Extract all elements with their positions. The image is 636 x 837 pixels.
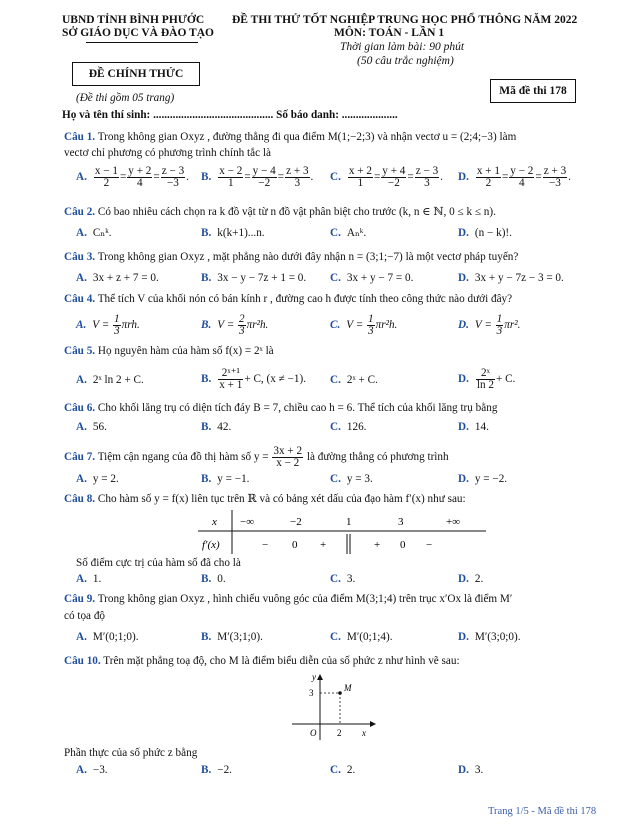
official-box: ĐỀ CHÍNH THỨC [72,62,200,86]
question-8: Câu 8. Cho hàm số y = f(x) liên tục trên ℝ và có bảng xét dấu của đạo hàm f′(x) như sau: [64,493,466,505]
point-label: M [344,683,352,693]
q1-option-a[interactable]: A. $\frac{x - 1}{2}$ = $\frac{y + 2}{4}$ = $\frac{z - 3}{-3}$ . [76,165,189,189]
q3-option-c[interactable]: C. 3x + y − 7 = 0. [330,272,414,284]
q10-option-c[interactable]: C. 2. [330,764,356,776]
dept-line-2: SỞ GIÁO DỤC VÀ ĐÀO TẠO [62,27,214,39]
page-footer: Trang 1/5 - Mã đề thi 178 [488,806,597,817]
candidate-info-line: Họ và tên thí sinh: ........................................... Số báo danh: .................... [62,109,398,121]
y-tick-label: 3 [309,688,314,698]
exam-subject: MÔN: TOÁN - LẦN 1 [334,27,445,39]
q4-option-a[interactable]: A. V = $\frac{1}{3}$ πrh. [76,313,140,337]
q6-option-c[interactable]: C. 126. [330,421,367,433]
q10-option-a[interactable]: A. −3. [76,764,108,776]
q2-option-a[interactable]: A. Cₙᵏ. [76,227,112,239]
sign: + [374,539,381,551]
x-value: −2 [290,516,302,528]
question-4: Câu 4. Thể tích V của khối nón có bán kính r , đường cao h được tính theo công thức nào dưới đây? [64,293,513,305]
sign-table [198,508,488,556]
exam-question-count: (50 câu trắc nghiệm) [357,55,454,67]
question-9-line-2: có tọa độ [64,610,106,622]
exam-code-box: Mã đề thi 178 [490,79,576,103]
q6-option-a[interactable]: A. 56. [76,421,107,433]
origin-label: O [310,728,317,738]
question-1: Câu 1. Trong không gian Oxyz , đường thẳng đi qua điểm M(1;−2;3) và nhận vectơ u = (2;4;−3) làm [64,131,517,143]
q4-option-c[interactable]: C. V = $\frac{1}{3}$ πr²h. [330,313,398,337]
q1-option-b[interactable]: B. $\frac{x - 2}{1}$ = $\frac{y - 4}{-2}$ = $\frac{z + 3}{3}$ . [201,165,314,189]
q4-option-d[interactable]: D. V = $\frac{1}{3}$ πr². [458,313,521,337]
x-value: −∞ [240,516,255,528]
header-underline [86,42,198,43]
q9-option-a[interactable]: A. M′(0;1;0). [76,631,139,643]
question-9: Câu 9. Trong không gian Oxyz , hình chiếu vuông góc của điểm M(3;1;4) trên trục x′Ox là điểm M′ [64,593,513,605]
q4-option-b[interactable]: B. V = $\frac{2}{3}$ πr²h. [201,313,269,337]
question-6: Câu 6. Cho khối lăng trụ có diện tích đáy B = 7, chiều cao h = 6. Thể tích của khối lăng trụ bằng [64,402,498,414]
question-7: Câu 7. Tiệm cận ngang của đồ thị hàm số y = $\frac{3x + 2}{x - 2}$ là đường thẳng có phương trình [64,445,449,469]
sign: 0 [400,539,406,551]
q5-option-a[interactable]: A. 2ˣ ln 2 + C. [76,374,144,386]
q7-option-c[interactable]: C. y = 3. [330,473,373,485]
q3-option-a[interactable]: A. 3x + z + 7 = 0. [76,272,159,284]
x-tick-label: 2 [337,728,342,738]
q1-option-c[interactable]: C. $\frac{x + 2}{1}$ = $\frac{y + 4}{-2}$ = $\frac{z - 3}{3}$ . [330,165,443,189]
x-value: 1 [346,516,352,528]
q1-option-d[interactable]: D. $\frac{x + 1}{2}$ = $\frac{y - 2}{4}$ = $\frac{z + 3}{-3}$ . [458,165,571,189]
q8-option-a[interactable]: A. 1. [76,573,102,585]
q2-option-b[interactable]: B. k(k+1)...n. [201,227,265,239]
question-1-line-2: vectơ chỉ phương có phương trình chính tắc là [64,147,271,159]
q2-option-d[interactable]: D. (n − k)!. [458,227,512,239]
x-axis-label: x [362,728,366,738]
x-value: +∞ [446,516,461,528]
sign: − [426,539,433,551]
q5-option-b[interactable]: B. $\frac{\text{2ˣ⁺¹}}{x + 1}$ + C, (x ≠ −1). [201,367,306,391]
exam-time: Thời gian làm bài: 90 phút [340,41,465,53]
exam-title: ĐỀ THI THỬ TỐT NGHIỆP TRUNG HỌC PHỔ THÔNG NĂM 2022 [232,14,578,26]
question-3: Câu 3. Trong không gian Oxyz , mặt phẳng nào dưới đây nhận n = (3;1;−7) là một vectơ pháp tuyến? [64,251,519,263]
q8-option-c[interactable]: C. 3. [330,573,356,585]
q10-option-b[interactable]: B. −2. [201,764,232,776]
q8-option-b[interactable]: B. 0. [201,573,226,585]
y-axis-label: y [312,672,316,682]
question-10: Câu 10. Trên mặt phẳng toạ độ, cho M là điểm biểu diễn của số phức z như hình vẽ sau: [64,655,460,667]
sign: 0 [292,539,298,551]
q6-option-d[interactable]: D. 14. [458,421,489,433]
q6-option-b[interactable]: B. 42. [201,421,232,433]
q7-option-d[interactable]: D. y = −2. [458,473,508,485]
question-5: Câu 5. Họ nguyên hàm của hàm số f(x) = 2ˣ là [64,345,274,357]
pages-note: (Đề thi gồm 05 trang) [76,92,175,104]
sign-table-x-header: x [212,516,217,528]
q3-option-b[interactable]: B. 3x − y − 7z + 1 = 0. [201,272,307,284]
q2-option-c[interactable]: C. Aₙᵏ. [330,227,367,239]
q5-option-c[interactable]: C. 2ˣ + C. [330,374,378,386]
q8-option-d[interactable]: D. 2. [458,573,484,585]
x-value: 3 [398,516,404,528]
q7-option-a[interactable]: A. y = 2. [76,473,119,485]
question-8-followup: Số điểm cực trị của hàm số đã cho là [76,557,241,569]
sign: + [320,539,327,551]
q5-option-d[interactable]: D. $\frac{\text{2ˣ}}{\ln 2}$ + C. [458,367,516,391]
point-m [338,691,342,695]
x-axis-arrow-icon [370,721,376,727]
q9-option-c[interactable]: C. M′(0;1;4). [330,631,393,643]
y-axis-arrow-icon [317,674,323,680]
q7-option-b[interactable]: B. y = −1. [201,473,250,485]
sign-table-fp-header: f′(x) [202,539,220,551]
question-2: Câu 2. Có bao nhiêu cách chọn ra k đồ vật từ n đồ vật phân biệt cho trước (k, n ∈ ℕ, 0 ≤ k ≤ n). [64,206,496,218]
q3-option-d[interactable]: D. 3x + y − 7z − 3 = 0. [458,272,564,284]
question-10-followup: Phần thực của số phức z bằng [64,747,198,759]
q9-option-d[interactable]: D. M′(3;0;0). [458,631,521,643]
sign: − [262,539,269,551]
complex-plane-graph [290,672,380,742]
q9-option-b[interactable]: B. M′(3;1;0). [201,631,263,643]
dept-line-1: UBND TỈNH BÌNH PHƯỚC [62,14,205,26]
q10-option-d[interactable]: D. 3. [458,764,484,776]
